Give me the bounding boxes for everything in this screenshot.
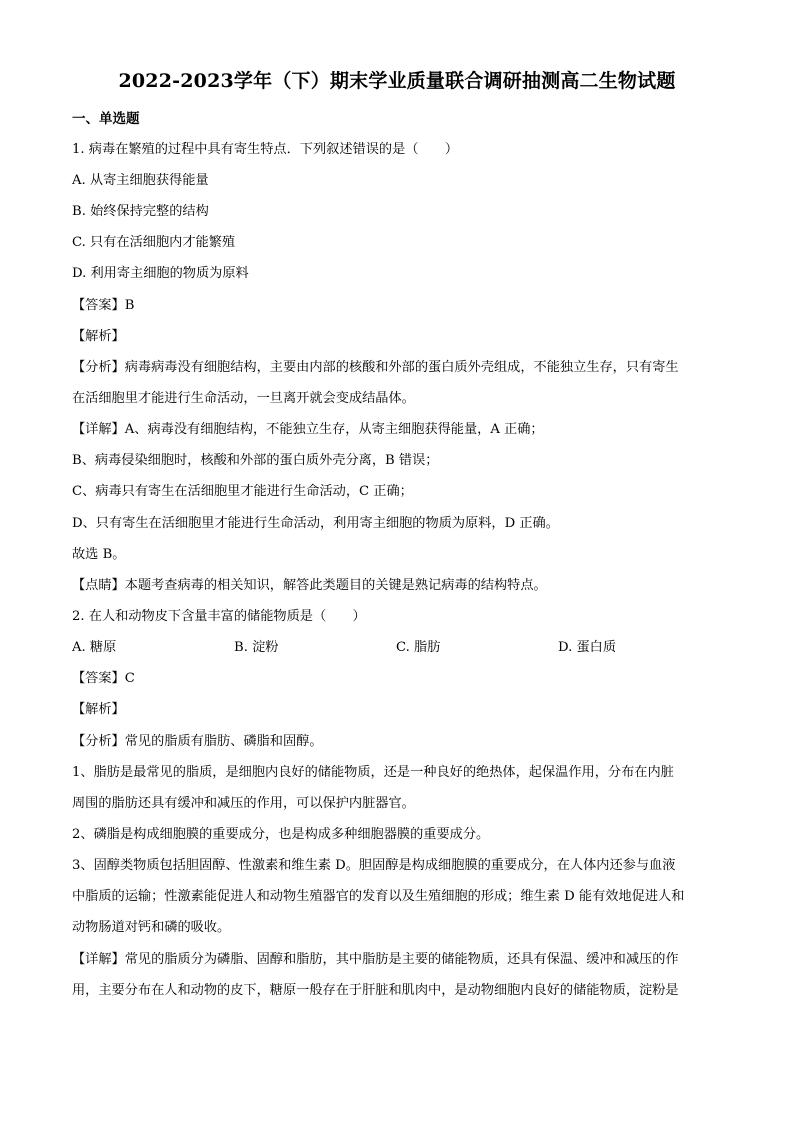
question-2-option-a: A. 糖原 [72, 640, 117, 655]
question-1-conclusion: 故选 B。 [72, 547, 126, 562]
question-2-analysis-line: 1、脂肪是最常见的脂质，是细胞内良好的储能物质，还是一种良好的绝热体，起保温作用，分布在内脏 [72, 765, 674, 780]
question-2-option-c: C. 脂肪 [396, 640, 441, 655]
question-2-analysis-label: 【解析】 [72, 702, 125, 717]
question-1-comment: 【点睛】本题考查病毒的相关知识，解答此类题目的关键是熟记病毒的结构特点。 [72, 578, 547, 593]
question-2-option-b: B. 淀粉 [234, 640, 279, 655]
question-1-stem: 1. 病毒在繁殖的过程中具有寄生特点．下列叙述错误的是（ ） [72, 142, 459, 157]
question-2-analysis-line: 动物肠道对钙和磷的吸收。 [72, 920, 231, 935]
question-1-detail-line: 【详解】A、病毒没有细胞结构，不能独立生存，从寄主细胞获得能量，A 正确； [72, 422, 544, 437]
question-1-detail-line: D、只有寄生在活细胞里才能进行生命活动，利用寄主细胞的物质为原料，D 正确。 [72, 516, 559, 531]
question-2-option-d: D. 蛋白质 [558, 640, 617, 655]
page-title: 2022-2023学年（下）期末学业质量联合调研抽测高二生物试题 [118, 70, 676, 92]
question-1-option-c: C. 只有在活细胞内才能繁殖 [72, 235, 236, 250]
section-heading: 一、单选题 [72, 111, 140, 127]
question-1-analysis-label: 【解析】 [72, 329, 125, 344]
question-1-detail-line: C、病毒只有寄生在活细胞里才能进行生命活动，C 正确； [72, 484, 413, 499]
question-1-analysis-line: 【分析】病毒病毒没有细胞结构，主要由内部的核酸和外部的蛋白质外壳组成，不能独立生存，只有寄生 [72, 360, 679, 375]
question-1-detail-line: B、病毒侵染细胞时，核酸和外部的蛋白质外壳分离，B 错误； [72, 453, 439, 468]
question-1-option-d: D. 利用寄主细胞的物质为原料 [72, 266, 249, 281]
question-1-answer: 【答案】B [72, 298, 135, 313]
question-2-analysis-line: 2、磷脂是构成细胞膜的重要成分，也是构成多种细胞器膜的重要成分。 [72, 827, 490, 842]
question-2-analysis-line: 周围的脂肪还具有缓冲和减压的作用，可以保护内脏器官。 [72, 796, 415, 811]
question-2-detail-line: 用，主要分布在人和动物的皮下，糖原一般存在于肝脏和肌肉中，是动物细胞内良好的储能物质，淀粉是 [72, 983, 679, 998]
question-1-option-b: B. 始终保持完整的结构 [72, 204, 209, 219]
question-2-analysis-line: 中脂质的运输；性激素能促进人和动物生殖器官的发育以及生殖细胞的形成；维生素 D 能有效地促进人和 [72, 889, 685, 904]
question-2-stem: 2. 在人和动物皮下含量丰富的储能物质是（ ） [72, 609, 366, 624]
question-2-analysis-line: 3、固醇类物质包括胆固醇、性激素和维生素 D。胆固醇是构成细胞膜的重要成分，在人体内还参与血液 [72, 858, 676, 873]
question-1-option-a: A. 从寄主细胞获得能量 [72, 173, 209, 188]
question-2-detail-line: 【详解】常见的脂质分为磷脂、固醇和脂肪，其中脂肪是主要的储能物质，还具有保温、缓冲和减压的作 [72, 952, 679, 967]
question-2-answer: 【答案】C [72, 671, 135, 686]
question-1-analysis-line: 在活细胞里才能进行生命活动，一旦离开就会变成结晶体。 [72, 391, 415, 406]
question-2-analysis-line: 【分析】常见的脂质有脂肪、磷脂和固醇。 [72, 734, 323, 749]
